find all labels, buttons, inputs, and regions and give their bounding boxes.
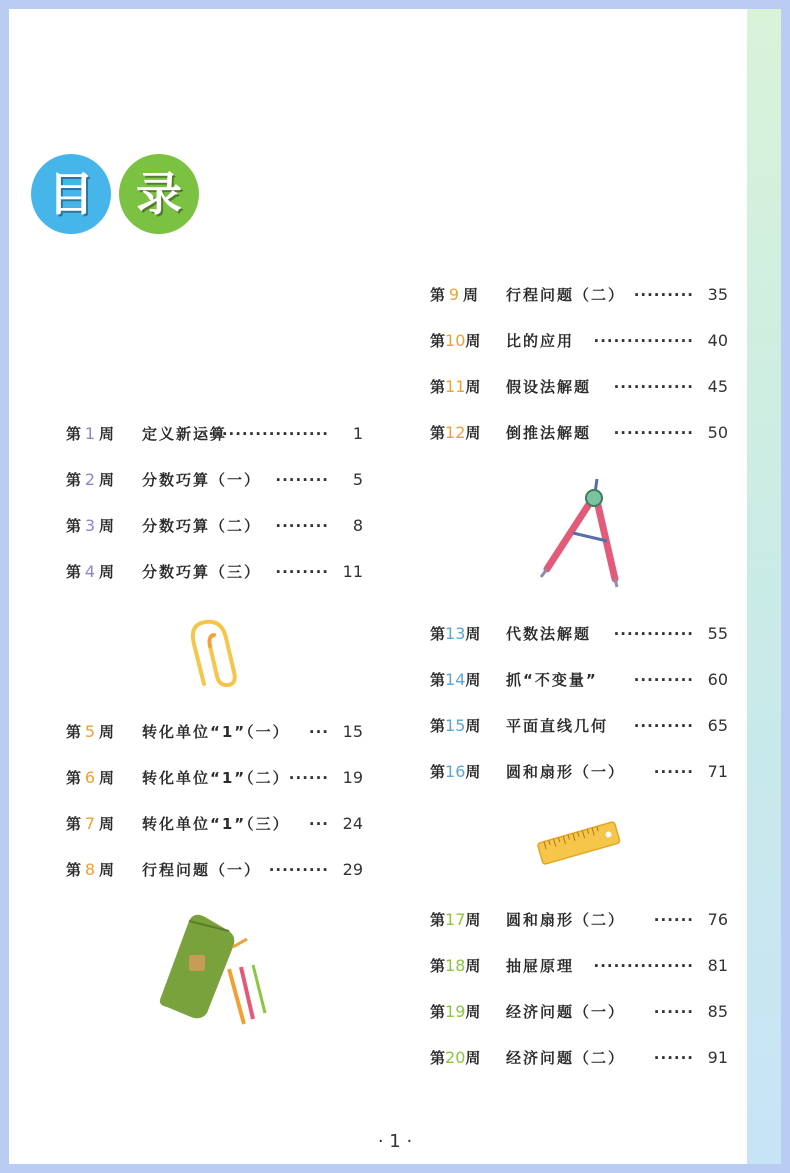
- page-ref: 55: [707, 624, 728, 643]
- week-unit: 周: [465, 911, 481, 929]
- week-number: 5: [84, 722, 96, 741]
- week-label: [66, 765, 114, 791]
- entry-title: 经济问题（二）: [506, 1049, 626, 1067]
- week-unit: 周: [465, 763, 481, 781]
- week-label: [66, 857, 114, 883]
- leader-dots: ········: [275, 471, 329, 489]
- page-ref: 45: [707, 377, 728, 396]
- toc-entry[interactable]: [430, 759, 728, 785]
- toc-entry[interactable]: [66, 719, 363, 745]
- toc-entry[interactable]: [430, 953, 728, 979]
- week-unit: 周: [99, 861, 115, 879]
- toc-entry[interactable]: [430, 1045, 728, 1071]
- leader-dots: ············: [613, 424, 694, 442]
- entry-title: 转化单位“1”（三）: [142, 815, 290, 833]
- entry-title: 平面直线几何: [506, 717, 609, 735]
- toc-entry[interactable]: [66, 421, 363, 447]
- page-edge-strip: [747, 9, 781, 1164]
- week-number: 7: [84, 814, 96, 833]
- toc-entry[interactable]: [66, 857, 363, 883]
- entry-title: 假设法解题: [506, 378, 592, 396]
- week-unit: 周: [465, 1049, 481, 1067]
- week-word: 第: [66, 815, 82, 833]
- week-number: 10: [445, 331, 466, 350]
- page-number: · 1 ·: [377, 1131, 413, 1152]
- week-label: [430, 374, 480, 400]
- page-ref: 5: [352, 470, 363, 489]
- compass-icon: [529, 471, 629, 591]
- page-ref: 65: [707, 716, 728, 735]
- toc-entry[interactable]: [430, 907, 728, 933]
- entry-title: 圆和扇形（二）: [506, 911, 626, 929]
- week-unit: 周: [463, 286, 479, 304]
- week-label: [430, 667, 480, 693]
- week-word: 第: [430, 1049, 446, 1067]
- entry-title: 转化单位“1”（二）: [142, 769, 290, 787]
- week-word: 第: [66, 723, 82, 741]
- week-number: 3: [84, 516, 96, 535]
- week-unit: 周: [99, 517, 115, 535]
- leader-dots: ···················: [201, 425, 329, 443]
- week-label: [430, 953, 480, 979]
- leader-dots: ···············: [593, 957, 694, 975]
- week-word: 第: [430, 424, 446, 442]
- week-label: [66, 559, 114, 585]
- page-ref: 24: [342, 814, 363, 833]
- week-word: 第: [66, 769, 82, 787]
- paperclip-icon: [184, 614, 254, 694]
- toc-entry[interactable]: [430, 667, 728, 693]
- week-number: 6: [84, 768, 96, 787]
- week-number: 1: [84, 424, 96, 443]
- week-number: 11: [445, 377, 466, 396]
- week-number: 17: [445, 910, 466, 929]
- week-label: [430, 907, 480, 933]
- week-label: [430, 713, 480, 739]
- week-unit: 周: [99, 723, 115, 741]
- week-word: 第: [66, 517, 82, 535]
- page-ref: 85: [707, 1002, 728, 1021]
- week-label: [430, 1045, 480, 1071]
- entry-title: 分数巧算（一）: [142, 471, 262, 489]
- page-ref: 35: [707, 285, 728, 304]
- entry-title: 行程问题（二）: [506, 286, 626, 304]
- week-number: 18: [445, 956, 466, 975]
- entry-title: 分数巧算（三）: [142, 563, 262, 581]
- week-word: 第: [430, 763, 446, 781]
- week-word: 第: [430, 286, 446, 304]
- week-unit: 周: [465, 671, 481, 689]
- toc-entry[interactable]: [430, 420, 728, 446]
- week-label: [430, 621, 480, 647]
- week-unit: 周: [465, 424, 481, 442]
- leader-dots: ············: [613, 378, 694, 396]
- toc-entry[interactable]: [430, 328, 728, 354]
- week-number: 4: [84, 562, 96, 581]
- week-word: 第: [66, 861, 82, 879]
- toc-entry[interactable]: [66, 559, 363, 585]
- week-number: 20: [445, 1048, 466, 1067]
- entry-title: 抓“不变量”: [506, 671, 598, 689]
- page-ref: 1: [352, 424, 363, 443]
- entry-title: 代数法解题: [506, 625, 592, 643]
- toc-entry[interactable]: [66, 513, 363, 539]
- page-ref: 71: [707, 762, 728, 781]
- leader-dots: ········: [275, 563, 329, 581]
- page-ref: 60: [707, 670, 728, 689]
- week-unit: 周: [465, 332, 481, 350]
- leader-dots: ·········: [633, 671, 694, 689]
- week-unit: 周: [465, 378, 481, 396]
- heading-char-1: 目: [31, 154, 111, 234]
- week-number: 8: [84, 860, 96, 879]
- week-label: [66, 719, 114, 745]
- week-unit: 周: [99, 815, 115, 833]
- week-number: 12: [445, 423, 466, 442]
- page: [9, 9, 781, 1164]
- week-word: 第: [430, 1003, 446, 1021]
- week-number: 14: [445, 670, 466, 689]
- week-label: [66, 467, 114, 493]
- pencil-case-icon: [149, 909, 289, 1034]
- toc-entry[interactable]: [66, 467, 363, 493]
- leader-dots: ······: [653, 1049, 694, 1067]
- toc-entry[interactable]: [66, 811, 363, 837]
- week-unit: 周: [99, 425, 115, 443]
- page-ref: 15: [342, 722, 363, 741]
- entry-title: 经济问题（一）: [506, 1003, 626, 1021]
- week-label: [430, 999, 480, 1025]
- entry-title: 转化单位“1”（一）: [142, 723, 290, 741]
- week-word: 第: [430, 332, 446, 350]
- week-label: [66, 513, 114, 539]
- week-unit: 周: [465, 625, 481, 643]
- page-ref: 76: [707, 910, 728, 929]
- page-ref: 40: [707, 331, 728, 350]
- leader-dots: ·········: [268, 861, 329, 879]
- toc-entry[interactable]: [66, 765, 363, 791]
- week-label: [430, 759, 480, 785]
- leader-dots: ······: [653, 763, 694, 781]
- week-label: [430, 282, 478, 308]
- page-ref: 11: [342, 562, 363, 581]
- leader-dots: ······: [288, 769, 329, 787]
- week-number: 16: [445, 762, 466, 781]
- entry-title: 分数巧算（二）: [142, 517, 262, 535]
- week-word: 第: [430, 911, 446, 929]
- leader-dots: ·········: [633, 286, 694, 304]
- week-word: 第: [66, 471, 82, 489]
- entry-title: 抽屉原理: [506, 957, 575, 975]
- leader-dots: ···: [308, 723, 329, 741]
- week-word: 第: [66, 563, 82, 581]
- entry-title: 行程问题（一）: [142, 861, 262, 879]
- toc-entry[interactable]: [430, 999, 728, 1025]
- heading-char-2: 录: [119, 154, 199, 234]
- week-word: 第: [430, 957, 446, 975]
- week-word: 第: [66, 425, 82, 443]
- page-ref: 81: [707, 956, 728, 975]
- week-unit: 周: [99, 769, 115, 787]
- week-word: 第: [430, 671, 446, 689]
- page-ref: 19: [342, 768, 363, 787]
- leader-dots: ······: [653, 1003, 694, 1021]
- leader-dots: ······: [653, 911, 694, 929]
- entry-title: 圆和扇形（一）: [506, 763, 626, 781]
- week-number: 15: [445, 716, 466, 735]
- week-label: [430, 420, 480, 446]
- week-unit: 周: [465, 717, 481, 735]
- leader-dots: ···············: [593, 332, 694, 350]
- week-label: [66, 811, 114, 837]
- page-ref: 91: [707, 1048, 728, 1067]
- entry-title: 定义新运算: [142, 425, 228, 443]
- toc-entry[interactable]: [430, 282, 728, 308]
- toc-entry[interactable]: [430, 374, 728, 400]
- toc-entry[interactable]: [430, 621, 728, 647]
- week-unit: 周: [99, 471, 115, 489]
- leader-dots: ···: [308, 815, 329, 833]
- week-number: 9: [448, 285, 460, 304]
- week-number: 13: [445, 624, 466, 643]
- week-label: [430, 328, 480, 354]
- week-number: 19: [445, 1002, 466, 1021]
- week-word: 第: [430, 717, 446, 735]
- toc-entry[interactable]: [430, 713, 728, 739]
- week-word: 第: [430, 625, 446, 643]
- entry-title: 比的应用: [506, 332, 575, 350]
- page-ref: 29: [342, 860, 363, 879]
- week-unit: 周: [465, 1003, 481, 1021]
- leader-dots: ············: [613, 625, 694, 643]
- leader-dots: ·········: [633, 717, 694, 735]
- week-number: 2: [84, 470, 96, 489]
- week-word: 第: [430, 378, 446, 396]
- page-ref: 8: [352, 516, 363, 535]
- page-ref: 50: [707, 423, 728, 442]
- entry-title: 倒推法解题: [506, 424, 592, 442]
- week-unit: 周: [465, 957, 481, 975]
- week-unit: 周: [99, 563, 115, 581]
- ruler-icon: [534, 814, 624, 874]
- week-label: [66, 421, 114, 447]
- leader-dots: ········: [275, 517, 329, 535]
